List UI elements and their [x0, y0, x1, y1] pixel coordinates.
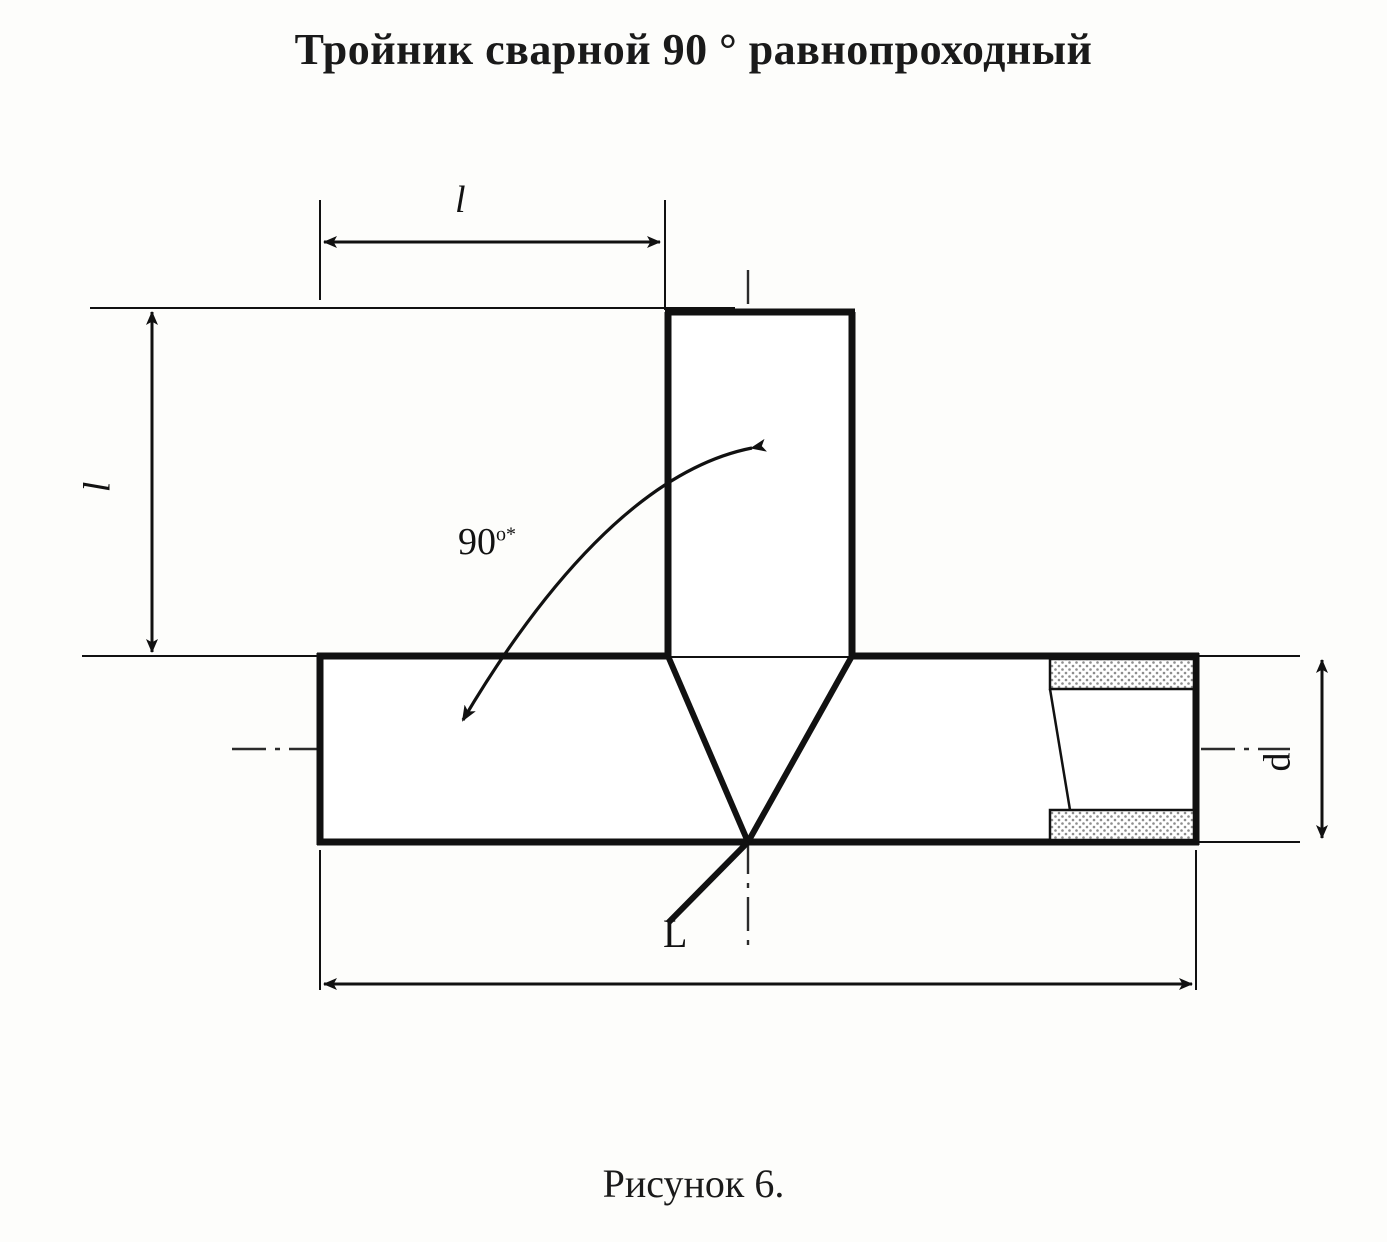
- branch-pipe-fill: [668, 312, 852, 656]
- technical-drawing: [0, 90, 1387, 1140]
- angle-degree-symbol: o: [496, 523, 506, 546]
- label-L: L: [663, 911, 688, 956]
- figure-title: Тройник сварной 90 ° равнопроходный: [294, 25, 1093, 74]
- label-l-horizontal: l: [455, 179, 466, 221]
- label-l-vertical: l: [76, 481, 119, 493]
- tee-drawing-svg: [0, 90, 1387, 1140]
- label-d: d: [1256, 752, 1299, 772]
- label-angle: [458, 520, 516, 564]
- angle-footnote-marker: *: [506, 523, 516, 546]
- figure-caption: Рисунок 6.: [602, 1161, 785, 1206]
- tee-body: [317, 312, 1199, 923]
- angle-value: 90: [458, 521, 496, 563]
